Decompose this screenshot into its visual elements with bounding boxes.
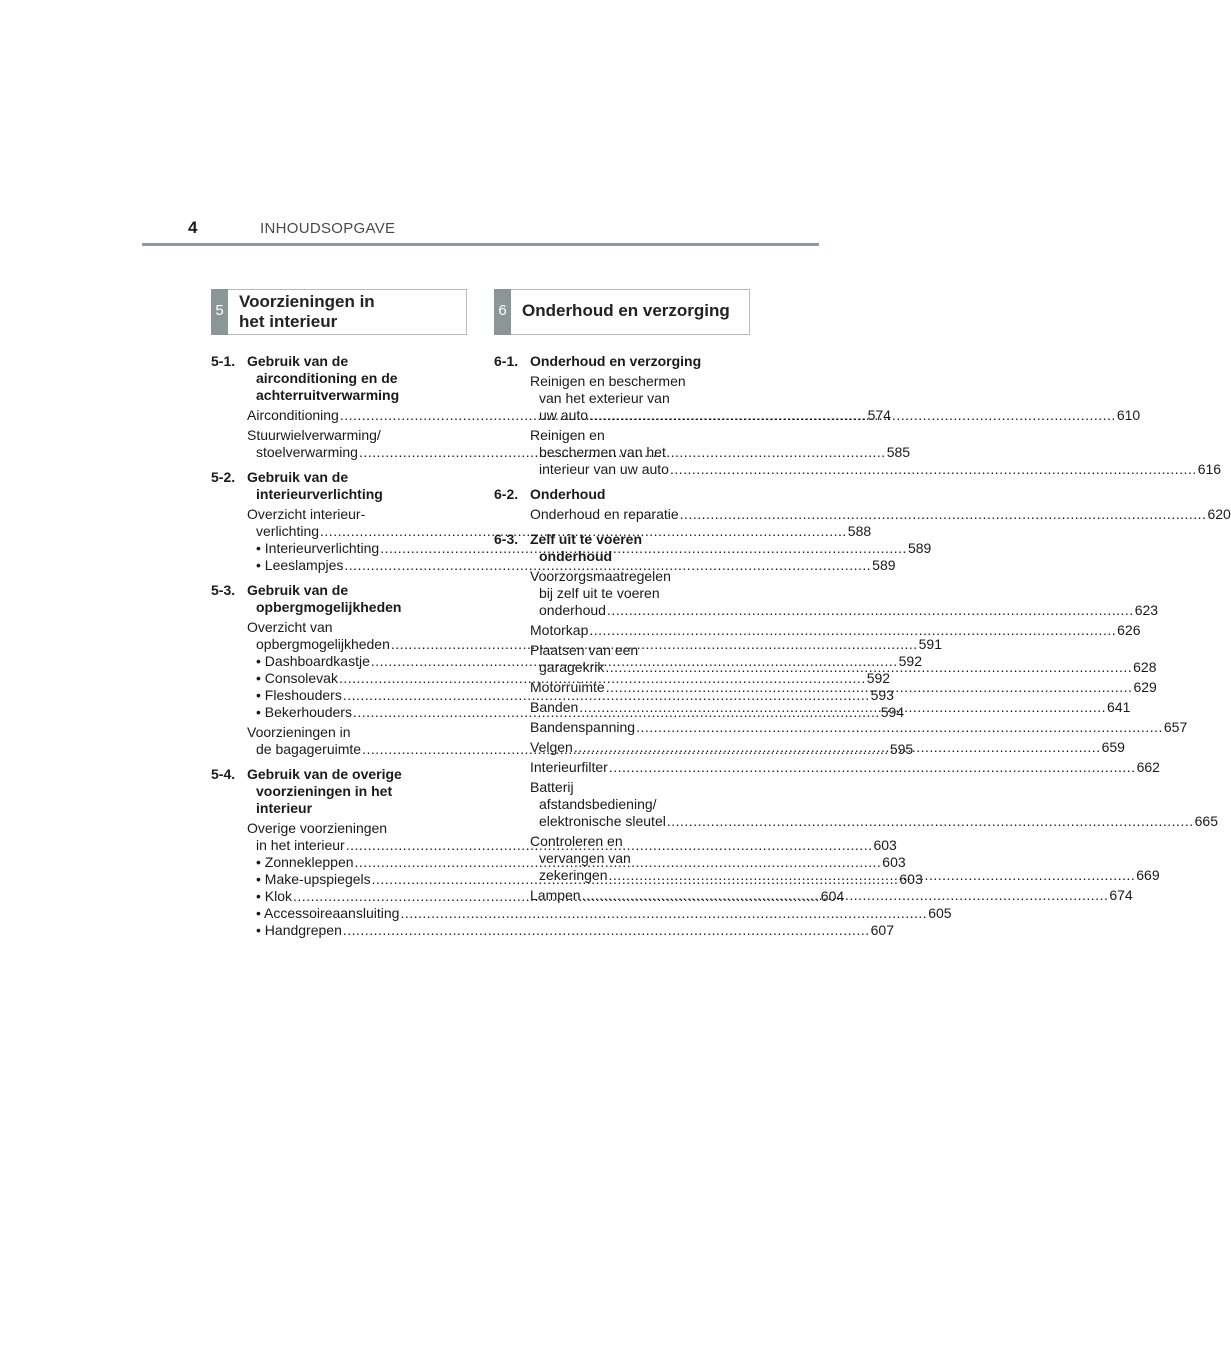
toc-page-number: 589 [907,540,932,556]
toc-entry-title: in het interieur [256,837,345,853]
toc-entry-line: beschermen van het [539,444,666,460]
toc-entry[interactable] [530,779,1218,830]
toc-group-title [530,531,642,565]
toc-group-heading[interactable] [211,469,467,503]
toc-entry-line: Overzicht interieur- [247,506,366,522]
toc-subentry[interactable] [247,557,896,574]
toc-entry-line: vervangen van [539,850,631,866]
toc-entry-line: bij zelf uit te voeren [539,585,660,601]
toc-page-number: 593 [870,687,894,703]
toc-page-number: 605 [928,905,952,921]
toc-group-heading[interactable] [494,353,750,370]
toc-entry-line: Overige voorzieningen [247,820,388,836]
toc-page-number: 591 [918,636,942,652]
dot-leader [574,739,1101,756]
toc-group-number: 6-3. [494,531,519,547]
toc-subentry-title: • Leeslampjes [256,557,344,573]
toc-group-title [530,486,605,503]
page-header [142,215,819,247]
toc-entry-leader-line [530,719,1188,736]
toc-entry-title: stoelverwarming [256,444,358,460]
toc-page-number: 604 [820,888,845,904]
dot-leader [589,622,1116,639]
toc-group [494,486,1231,523]
page-number: 4 [188,218,198,237]
toc-entry-line: Stuurwielverwarming/ [247,427,381,443]
page-title: INHOUDSOPGAVE [260,220,396,237]
dot-leader [680,506,1207,523]
toc-entry-leader-line [530,506,1231,523]
toc-group-number: 6-2. [494,486,519,502]
toc-group-title [247,469,383,503]
section-title-line: Voorzieningen in [239,292,375,311]
toc-entry[interactable] [530,622,1141,639]
dot-leader [606,679,1133,696]
section-header-box [494,289,750,335]
section-title-line: het interieur [239,312,338,331]
section-number-tab: 5 [211,289,228,335]
toc-entry-title: Airconditioning [247,407,339,423]
toc-group-title [247,353,399,404]
toc-subentry-title: • Bekerhouders [256,704,352,720]
toc-entry-leader-line [530,461,1222,478]
toc-entries [530,506,1231,523]
toc-subentry-title: • Dashboardkastje [256,653,370,669]
toc-entry-title: interieur van uw auto [539,461,669,477]
toc-page-number: 603 [882,854,906,870]
toc-group-title-line: Gebruik van de [247,353,349,369]
toc-page-number: 594 [880,704,905,720]
toc-page-number: 628 [1133,659,1157,675]
toc-group-number: 5-4. [211,766,236,782]
toc-page-number: 603 [899,871,923,887]
toc-group-title-line: voorzieningen in het [256,783,393,799]
toc-entry[interactable] [530,719,1188,736]
toc-group-title-line: Onderhoud [530,486,606,502]
toc-subentry-title: • Fleshouders [256,687,342,703]
toc-entry-line: Voorzorgsmaatregelen [530,568,671,584]
header-rule [142,243,819,246]
toc-entry-title: Velgen [530,739,573,755]
toc-page-number: 592 [866,670,891,686]
toc-entry-title: verlichting [256,523,320,539]
toc-group-title-line: onderhoud [539,548,613,564]
toc-group-heading[interactable] [494,486,750,503]
toc-entry-line: Controleren en [530,833,623,849]
toc-group-heading[interactable] [494,531,750,565]
toc-page-number: 595 [889,741,914,757]
toc-subentry-title: • Make-upspiegels [256,871,371,887]
section-title [239,292,375,332]
section-number-tab: 6 [494,289,511,335]
dot-leader [607,602,1134,618]
toc-group-title [247,766,402,817]
toc-entry-leader-line [530,622,1141,639]
dot-leader [609,759,1136,776]
toc-group-title-line: airconditioning en de [256,370,398,386]
dot-leader [636,719,1163,736]
dot-leader [609,867,1136,883]
toc-entry[interactable] [530,759,1160,776]
toc-group-title-line: Gebruik van de [247,582,349,598]
toc-page-number: 610 [1116,407,1141,423]
toc-group-number: 6-1. [494,353,519,369]
toc-subentry-title: • Klok [256,888,293,904]
toc-entry-title: Banden [530,699,579,715]
toc-page-number: 620 [1207,506,1231,522]
toc-entry-title: zekeringen [539,867,608,883]
toc-page-number: 641 [1107,699,1131,715]
toc-subentry[interactable] [247,905,952,922]
toc-entry-title: Motorruimte [530,679,605,695]
toc-page-number: 589 [872,557,896,573]
dot-leader [589,407,1116,423]
section-header-box [211,289,467,335]
toc-page-number: 616 [1197,461,1222,477]
dot-leader [582,887,1109,904]
toc-page-number: 623 [1134,602,1159,618]
toc-page-number: 574 [867,407,891,423]
dot-leader [667,813,1194,829]
toc-entry-line: Voorzieningen in [247,724,351,740]
toc-subentry-title: • Zonnekleppen [256,854,354,870]
toc-entry-title: uw auto [539,407,589,423]
toc-entry-leader-line [530,602,1159,619]
toc-group-title-line: interieur [256,800,313,816]
toc-entry-line: Overzicht van [247,619,333,635]
toc-group-heading[interactable] [211,766,467,817]
toc-group-title-line: opbergmogelijkheden [256,599,402,615]
toc-entry-title: Lampen [530,887,581,903]
toc-group-title-line: Gebruik van de overige [247,766,402,782]
toc-entry-line: Batterij [530,779,574,795]
toc-entry-title: garagekrik [539,659,605,675]
toc-entry[interactable] [530,568,1159,619]
dot-leader [343,922,870,938]
toc-subentry[interactable] [247,922,894,939]
toc-entry-title: onderhoud [539,602,606,618]
toc-page-number: 669 [1136,867,1160,883]
section-title [522,301,730,321]
toc-entry-line: Reinigen en beschermen [530,373,686,389]
toc-group-title [530,353,701,370]
toc-entry-title: Bandenspanning [530,719,636,735]
toc-group-number: 5-3. [211,582,236,598]
toc-page-number: 603 [873,837,897,853]
toc-entry[interactable] [530,506,1231,523]
toc-page-number: 626 [1117,622,1141,638]
toc-group-heading[interactable] [211,353,467,404]
toc-group-number: 5-1. [211,353,236,369]
dot-leader [605,659,1132,675]
toc-group-heading[interactable] [211,582,467,616]
toc-group-title-line: achterruitverwarming [256,387,400,403]
toc-entry-title: Interieurfilter [530,759,608,775]
toc-page-number: 585 [886,444,911,460]
toc-page-number: 674 [1109,887,1133,903]
toc-group-title-line: interieurverlichting [256,486,383,502]
toc-page-number: 588 [847,523,872,539]
dot-leader [579,699,1106,716]
toc-page-number: 592 [898,653,922,669]
toc-page-number: 657 [1163,719,1188,735]
toc-group-number: 5-2. [211,469,236,485]
toc-page-number: 607 [870,922,894,938]
toc-entry-title: de bagageruimte [256,741,362,757]
toc-entry-line: van het exterieur van [539,390,670,406]
toc-subentry-title: • Handgrepen [256,922,342,938]
toc-subentry-title: • Accessoireaansluiting [256,905,400,921]
toc-group-title-line: Zelf uit te voeren [530,531,643,547]
toc-entry-leader-line [530,813,1218,830]
toc-entry-title: Onderhoud en reparatie [530,506,679,522]
toc-entry-leader-line [530,759,1160,776]
toc-page-number: 659 [1101,739,1125,755]
toc-entry-line: afstandsbediening/ [539,796,657,812]
toc-group-title-line: Gebruik van de [247,469,349,485]
toc-entry-title: opbergmogelijkheden [256,636,390,652]
toc-subentry-title: • Consolevak [256,670,338,686]
section-title-line: Onderhoud en verzorging [522,301,730,320]
toc-subentry-title: • Interieurverlichting [256,540,380,556]
toc-entry-line: Reinigen en [530,427,605,443]
toc-page-number: 629 [1133,679,1157,695]
dot-leader [670,461,1197,477]
toc-entry-line: Plaatsen van een [530,642,639,658]
toc-page-number: 665 [1194,813,1218,829]
toc-group-title [247,582,401,616]
toc-page-number: 662 [1136,759,1160,775]
toc-entry-title: elektronische sleutel [539,813,666,829]
toc-entry-title: Motorkap [530,622,589,638]
toc-group-title-line: Onderhoud en verzorging [530,353,702,369]
